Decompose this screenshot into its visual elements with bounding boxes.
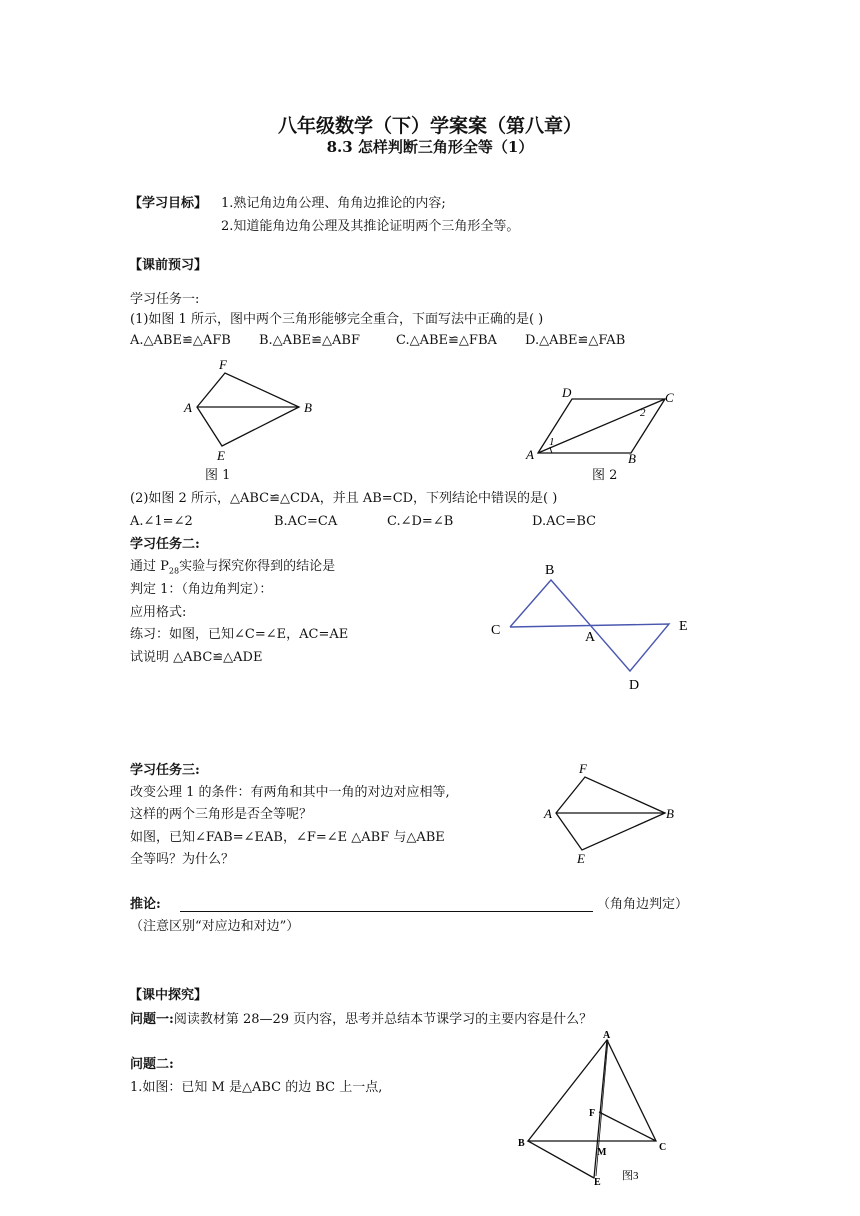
- corollary-blank[interactable]: [180, 911, 593, 912]
- task3-fig-label-a: A: [544, 806, 552, 821]
- fig2-label-b: B: [628, 451, 636, 466]
- problem-1-label: 问题一:: [130, 1012, 174, 1027]
- task2-fig-label-e: E: [679, 619, 688, 634]
- task2-line-4: 练习：如图，已知∠C=∠E，AC=AE: [130, 627, 349, 642]
- section-subtitle: 8.3 怎样判断三角形全等（1）: [326, 138, 534, 156]
- fig2-label-a: A: [526, 447, 534, 462]
- q1-option-c: C.△ABE≌△FBA: [396, 333, 497, 348]
- q1-option-d: D.△ABE≌△FAB: [525, 333, 626, 348]
- figure-1-kite: [180, 355, 320, 465]
- figure-2-parallelogram: [520, 385, 690, 465]
- task2-fig-label-a: A: [585, 630, 596, 645]
- task2-line1-suffix: 实验与探究你得到的结论是: [179, 559, 336, 574]
- figure-task2-bowtie: [485, 560, 700, 695]
- goal-item-1: 1.熟记角边角公理、角角边推论的内容;: [221, 196, 446, 211]
- fig3-label-e: E: [594, 1177, 601, 1188]
- task3-line-4: 全等吗？为什么？: [130, 852, 235, 867]
- fig1-label-b: B: [304, 400, 312, 415]
- preview-heading: 【课前预习】: [129, 258, 208, 273]
- task3-fig-label-e: E: [577, 851, 585, 866]
- q2-option-a: A.∠1=∠2: [130, 514, 193, 529]
- fig3-label-m: M: [597, 1147, 607, 1158]
- task3-line-2: 这样的两个三角形是否全等呢？: [130, 807, 313, 822]
- fig3-caption: 图3: [622, 1170, 639, 1182]
- page-title: 八年级数学（下）学案案（第八章）: [277, 115, 582, 137]
- fig2-angle-2: 2: [640, 407, 646, 419]
- task1-question-2: (2)如图 2 所示，△ABC≌△CDA，并且 AB=CD，下列结论中错误的是( ): [130, 491, 558, 506]
- goals-label: 【学习目标】: [129, 196, 208, 211]
- goal-item-2: 2.知道能角边角公理及其推论证明两个三角形全等。: [221, 219, 520, 234]
- fig1-label-e: E: [217, 448, 225, 463]
- q2-option-b: B.AC=CA: [274, 514, 338, 529]
- task1-question-1: (1)如图 1 所示，图中两个三角形能够完全重合，下面写法中正确的是( ): [130, 312, 544, 327]
- task2-fig-label-c: C: [491, 623, 501, 638]
- figure-1-caption: 图 1: [205, 468, 231, 483]
- task3-line-1: 改变公理 1 的条件：有两角和其中一角的对边对应相等,: [130, 785, 450, 800]
- task1-title: 学习任务一:: [130, 292, 200, 307]
- task2-title: 学习任务二:: [130, 537, 200, 552]
- task3-fig-label-f: F: [579, 761, 587, 776]
- problem-2-label: 问题二:: [130, 1057, 174, 1072]
- fig3-label-a: A: [603, 1030, 611, 1041]
- task2-line-5: 试说明 △ABC≌△ADE: [130, 650, 263, 665]
- problem-2-item-1: 1.如图：已知 M 是△ABC 的边 BC 上一点,: [130, 1080, 383, 1095]
- corollary-suffix: （角角边判定）: [597, 897, 689, 912]
- problem-1-text: 阅读教材第 28—29 页内容，思考并总结本节课学习的主要内容是什么？: [173, 1012, 593, 1027]
- task2-line1-prefix: 通过 P: [130, 559, 169, 574]
- figure-task3-kite: [540, 758, 690, 868]
- figure-3-triangle: [512, 1028, 687, 1188]
- fig3-label-c: C: [659, 1142, 667, 1153]
- page-subscript: 28: [168, 566, 180, 576]
- explore-heading: 【课中探究】: [129, 988, 208, 1003]
- task3-line-3: 如图，已知∠FAB=∠EAB，∠F=∠E △ABF 与△ABE: [130, 830, 445, 845]
- q1-option-a: A.△ABE≌△AFB: [130, 333, 231, 348]
- task2-line-2: 判定 1：（角边角判定）：: [130, 582, 273, 597]
- q2-option-c: C.∠D=∠B: [387, 514, 454, 529]
- task2-line-1: [130, 559, 335, 580]
- fig1-label-f: F: [219, 357, 227, 372]
- fig3-label-b: B: [518, 1138, 525, 1149]
- fig3-label-f: F: [589, 1108, 596, 1119]
- fig2-angle-1: 1: [549, 436, 555, 448]
- q1-option-b: B.△ABE≌△ABF: [259, 333, 360, 348]
- corollary-label: 推论:: [130, 897, 161, 912]
- fig2-label-c: C: [665, 390, 674, 405]
- corollary-note: （注意区别“对应边和对边”）: [130, 919, 300, 934]
- fig1-label-a: A: [184, 400, 192, 415]
- figure-2-caption: 图 2: [592, 468, 618, 483]
- fig2-label-d: D: [562, 385, 572, 400]
- task2-fig-label-b: B: [545, 563, 555, 578]
- task3-fig-label-b: B: [666, 806, 674, 821]
- task3-title: 学习任务三:: [130, 763, 200, 778]
- q2-option-d: D.AC=BC: [532, 514, 597, 529]
- task2-fig-label-d: D: [629, 678, 640, 693]
- task2-line-3: 应用格式:: [130, 605, 187, 620]
- problem-1: [130, 1012, 592, 1028]
